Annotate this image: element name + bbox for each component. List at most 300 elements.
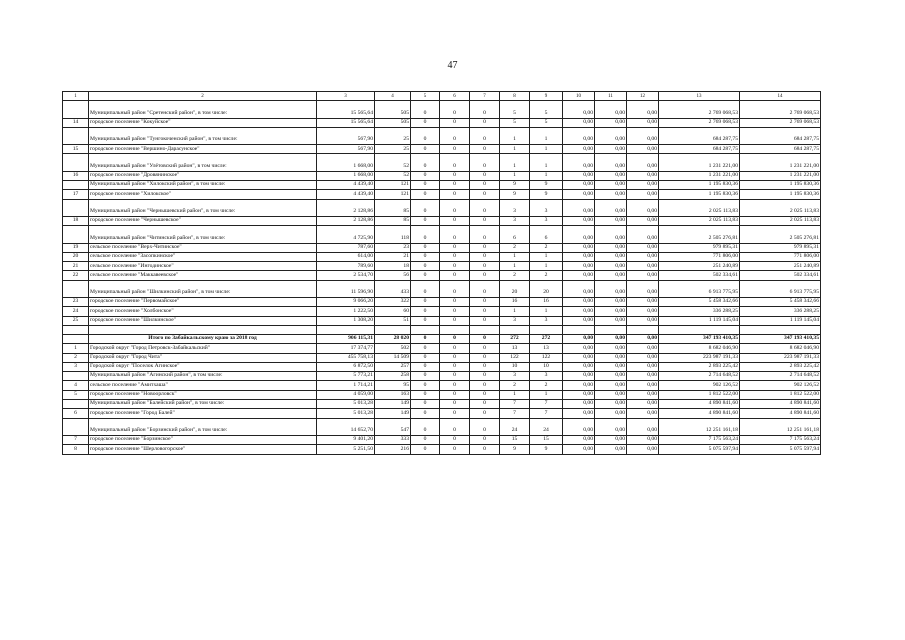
cell-col-8: 3 xyxy=(500,316,530,325)
cell-col-13: 684 287,75 xyxy=(659,136,740,145)
spacer-row xyxy=(63,154,821,163)
cell-col-3: 15 565,64 xyxy=(317,118,375,127)
cell-col-5: 0 xyxy=(411,344,440,353)
cell-col-11: 0,00 xyxy=(595,381,627,390)
cell-col-9: 1 xyxy=(530,162,563,171)
cell-col-1 xyxy=(63,199,89,208)
cell-col-1 xyxy=(63,127,89,136)
cell-col-1 xyxy=(63,101,89,110)
cell-col-6: 0 xyxy=(440,216,470,225)
cell-col-8 xyxy=(500,418,530,427)
cell-col-5: 0 xyxy=(411,271,440,280)
cell-col-5: 0 xyxy=(411,289,440,298)
cell-col-6: 0 xyxy=(440,334,470,343)
cell-col-1 xyxy=(63,280,89,289)
cell-col-4 xyxy=(375,418,411,427)
cell-col-9: 1 xyxy=(530,145,563,154)
cell-col-8: 9 xyxy=(500,190,530,199)
cell-col-13: 979 895,31 xyxy=(659,243,740,252)
cell-col-12: 0,00 xyxy=(627,298,659,307)
cell-col-3 xyxy=(317,101,375,110)
cell-col-9: 3 xyxy=(530,208,563,217)
cell-col-5: 0 xyxy=(411,208,440,217)
cell-col-5: 0 xyxy=(411,181,440,190)
cell-col-6: 0 xyxy=(440,353,470,362)
cell-col-6: 0 xyxy=(440,307,470,316)
data-table xyxy=(62,91,821,455)
cell-col-4: 322 xyxy=(375,298,411,307)
cell-col-4: 216 xyxy=(375,445,411,454)
cell-col-9: 3 xyxy=(530,316,563,325)
cell-col-10: 0,00 xyxy=(563,289,595,298)
cell-col-8: 1 xyxy=(500,162,530,171)
cell-col-10: 0,00 xyxy=(563,162,595,171)
cell-col-14 xyxy=(740,101,821,110)
cell-col-10: 0,00 xyxy=(563,362,595,371)
cell-col-9: 3 xyxy=(530,216,563,225)
cell-col-1: 4 xyxy=(63,381,89,390)
cell-col-12: 0,00 xyxy=(627,445,659,454)
cell-col-3 xyxy=(317,226,375,235)
table-row xyxy=(63,271,821,280)
cell-col-4: 51 xyxy=(375,316,411,325)
cell-col-10: 0,00 xyxy=(563,298,595,307)
cell-col-7: 0 xyxy=(470,409,500,418)
cell-col-9: 2 xyxy=(530,271,563,280)
cell-col-7: 0 xyxy=(470,162,500,171)
cell-col-1 xyxy=(63,109,89,118)
cell-col-7 xyxy=(470,199,500,208)
cell-col-5: 0 xyxy=(411,435,440,444)
cell-col-11: 0,00 xyxy=(595,162,627,171)
cell-col-8: 3 xyxy=(500,372,530,381)
table-row xyxy=(63,427,821,436)
cell-col-2: Городской округ "Город Чита" xyxy=(89,353,317,362)
cell-col-3: 1 714,21 xyxy=(317,381,375,390)
cell-col-4 xyxy=(375,226,411,235)
cell-col-13: 6 913 775,95 xyxy=(659,289,740,298)
cell-col-4: 257 xyxy=(375,362,411,371)
cell-col-6: 0 xyxy=(440,208,470,217)
cell-col-8: 3 xyxy=(500,208,530,217)
cell-col-2: городское поселение "Чернышевское" xyxy=(89,216,317,225)
cell-col-3: 455 758,13 xyxy=(317,353,375,362)
column-number-14: 14 xyxy=(740,92,821,101)
cell-col-9: 1 xyxy=(530,262,563,271)
cell-col-6 xyxy=(440,418,470,427)
cell-col-12: 0,00 xyxy=(627,216,659,225)
cell-col-2: Муниципальный район "Улётовский район", в том числе: xyxy=(89,162,317,171)
cell-col-10: 0,00 xyxy=(563,445,595,454)
cell-col-6 xyxy=(440,154,470,163)
cell-col-8: 2 xyxy=(500,381,530,390)
cell-col-3 xyxy=(317,325,375,334)
table-row xyxy=(63,136,821,145)
cell-col-11: 0,00 xyxy=(595,262,627,271)
cell-col-4: 85 xyxy=(375,216,411,225)
cell-col-11: 0,00 xyxy=(595,409,627,418)
cell-col-2: Муниципальный район "Борзинский район", в том числе: xyxy=(89,427,317,436)
cell-col-8: 2 xyxy=(500,243,530,252)
cell-col-13 xyxy=(659,418,740,427)
table-row xyxy=(63,208,821,217)
cell-col-3 xyxy=(317,199,375,208)
cell-col-2: городское поселение "Город Балей" xyxy=(89,409,317,418)
cell-col-8 xyxy=(500,127,530,136)
cell-col-12: 0,00 xyxy=(627,390,659,399)
cell-col-5: 0 xyxy=(411,427,440,436)
cell-col-3: 567,90 xyxy=(317,145,375,154)
cell-col-5: 0 xyxy=(411,372,440,381)
cell-col-8: 16 xyxy=(500,298,530,307)
cell-col-4: 52 xyxy=(375,162,411,171)
cell-col-4: 502 xyxy=(375,344,411,353)
cell-col-9: 16 xyxy=(530,298,563,307)
cell-col-4: 118 xyxy=(375,234,411,243)
column-number-11: 11 xyxy=(595,92,627,101)
cell-col-6: 0 xyxy=(440,243,470,252)
cell-col-12: 0,00 xyxy=(627,162,659,171)
cell-col-11 xyxy=(595,127,627,136)
cell-col-9: 1 xyxy=(530,136,563,145)
cell-col-12: 0,00 xyxy=(627,271,659,280)
cell-col-9 xyxy=(530,154,563,163)
cell-col-7 xyxy=(470,154,500,163)
cell-col-6: 0 xyxy=(440,289,470,298)
cell-col-13 xyxy=(659,154,740,163)
spacer-row xyxy=(63,199,821,208)
cell-col-13: 2 893 225,42 xyxy=(659,362,740,371)
cell-col-9: 13 xyxy=(530,344,563,353)
cell-col-7: 0 xyxy=(470,372,500,381)
cell-col-1: 14 xyxy=(63,118,89,127)
table-row xyxy=(63,445,821,454)
cell-col-12: 0,00 xyxy=(627,435,659,444)
column-number-3: 3 xyxy=(317,92,375,101)
cell-col-8: 7 xyxy=(500,400,530,409)
cell-col-14: 1 195 830,36 xyxy=(740,190,821,199)
cell-col-14: 347 193 410,35 xyxy=(740,334,821,343)
table-row xyxy=(63,362,821,371)
cell-col-12: 0,00 xyxy=(627,109,659,118)
cell-col-6: 0 xyxy=(440,109,470,118)
cell-col-3 xyxy=(317,418,375,427)
cell-col-14: 979 895,31 xyxy=(740,243,821,252)
cell-col-4: 56 xyxy=(375,271,411,280)
cell-col-1 xyxy=(63,325,89,334)
cell-col-13: 684 287,75 xyxy=(659,145,740,154)
cell-col-3 xyxy=(317,154,375,163)
cell-col-3: 4 439,40 xyxy=(317,181,375,190)
cell-col-1: 7 xyxy=(63,435,89,444)
spacer-row xyxy=(63,226,821,235)
spacer-row xyxy=(63,101,821,110)
column-number-1: 1 xyxy=(63,92,89,101)
cell-col-5: 0 xyxy=(411,409,440,418)
cell-col-11 xyxy=(595,154,627,163)
cell-col-3: 5 251,50 xyxy=(317,445,375,454)
column-number-8: 8 xyxy=(500,92,530,101)
cell-col-2 xyxy=(89,101,317,110)
cell-col-13: 8 682 046,90 xyxy=(659,344,740,353)
cell-col-2: Муниципальный район "Агинский район", в том числе: xyxy=(89,372,317,381)
cell-col-4: 163 xyxy=(375,390,411,399)
cell-col-14: 251 240,89 xyxy=(740,262,821,271)
cell-col-12 xyxy=(627,127,659,136)
cell-col-11: 0,00 xyxy=(595,181,627,190)
cell-col-4: 505 xyxy=(375,109,411,118)
cell-col-1 xyxy=(63,400,89,409)
cell-col-3: 1 668,00 xyxy=(317,162,375,171)
cell-col-10: 0,00 xyxy=(563,334,595,343)
cell-col-2: сельское поселение "Ингодинское" xyxy=(89,262,317,271)
cell-col-10 xyxy=(563,226,595,235)
cell-col-7: 0 xyxy=(470,445,500,454)
cell-col-10: 0,00 xyxy=(563,400,595,409)
table-row xyxy=(63,181,821,190)
cell-col-4: 23 xyxy=(375,243,411,252)
cell-col-11: 0,00 xyxy=(595,208,627,217)
cell-col-3 xyxy=(317,127,375,136)
cell-col-12: 0,00 xyxy=(627,262,659,271)
cell-col-5: 0 xyxy=(411,252,440,261)
cell-col-11 xyxy=(595,418,627,427)
cell-col-3: 787,60 xyxy=(317,243,375,252)
cell-col-14 xyxy=(740,325,821,334)
cell-col-5: 0 xyxy=(411,145,440,154)
column-number-13: 13 xyxy=(659,92,740,101)
cell-col-8: 1 xyxy=(500,171,530,180)
cell-col-12 xyxy=(627,154,659,163)
cell-col-9: 7 xyxy=(530,400,563,409)
cell-col-4: 28 020 xyxy=(375,334,411,343)
cell-col-3: 4 725,90 xyxy=(317,234,375,243)
cell-col-13: 251 240,89 xyxy=(659,262,740,271)
cell-col-14 xyxy=(740,199,821,208)
cell-col-10: 0,00 xyxy=(563,344,595,353)
cell-col-11: 0,00 xyxy=(595,307,627,316)
cell-col-13: 1 195 830,36 xyxy=(659,181,740,190)
cell-col-10 xyxy=(563,418,595,427)
cell-col-7: 0 xyxy=(470,252,500,261)
cell-col-13: 5 075 597,94 xyxy=(659,445,740,454)
cell-col-6 xyxy=(440,226,470,235)
cell-col-3: 1 668,00 xyxy=(317,171,375,180)
cell-col-4: 258 xyxy=(375,372,411,381)
cell-col-1: 24 xyxy=(63,307,89,316)
cell-col-8: 24 xyxy=(500,427,530,436)
cell-col-14: 5 458 342,66 xyxy=(740,298,821,307)
cell-col-11: 0,00 xyxy=(595,390,627,399)
cell-col-13: 2 714 648,52 xyxy=(659,372,740,381)
cell-col-8: 2 xyxy=(500,271,530,280)
cell-col-11 xyxy=(595,226,627,235)
cell-col-9: 9 xyxy=(530,190,563,199)
cell-col-12: 0,00 xyxy=(627,118,659,127)
cell-col-10: 0,00 xyxy=(563,216,595,225)
cell-col-14 xyxy=(740,280,821,289)
cell-col-8: 9 xyxy=(500,181,530,190)
cell-col-11: 0,00 xyxy=(595,109,627,118)
cell-col-1: 25 xyxy=(63,316,89,325)
cell-col-10: 0,00 xyxy=(563,427,595,436)
table-row xyxy=(63,289,821,298)
cell-col-5 xyxy=(411,325,440,334)
cell-col-3 xyxy=(317,280,375,289)
cell-col-9 xyxy=(530,418,563,427)
cell-col-1: 5 xyxy=(63,390,89,399)
cell-col-9: 272 xyxy=(530,334,563,343)
cell-col-5: 0 xyxy=(411,190,440,199)
cell-col-7: 0 xyxy=(470,316,500,325)
cell-col-14: 2 025 113,83 xyxy=(740,208,821,217)
cell-col-11: 0,00 xyxy=(595,334,627,343)
cell-col-4: 60 xyxy=(375,307,411,316)
cell-col-3: 2 534,70 xyxy=(317,271,375,280)
cell-col-2: сельское поселение "Засопкинское" xyxy=(89,252,317,261)
cell-col-12: 0,00 xyxy=(627,289,659,298)
cell-col-11: 0,00 xyxy=(595,190,627,199)
table-row xyxy=(63,390,821,399)
cell-col-14: 4 890 841,60 xyxy=(740,400,821,409)
cell-col-2: городское поселение "Шилкинское" xyxy=(89,316,317,325)
cell-col-10: 0,00 xyxy=(563,372,595,381)
cell-col-7: 0 xyxy=(470,353,500,362)
cell-col-8: 1 xyxy=(500,145,530,154)
cell-col-1 xyxy=(63,154,89,163)
cell-col-11: 0,00 xyxy=(595,362,627,371)
cell-col-14: 2 769 068,53 xyxy=(740,109,821,118)
cell-col-11: 0,00 xyxy=(595,145,627,154)
cell-col-9: 122 xyxy=(530,353,563,362)
cell-col-2: городское поселение "Первомайское" xyxy=(89,298,317,307)
cell-col-8: 9 xyxy=(500,445,530,454)
cell-col-12: 0,00 xyxy=(627,316,659,325)
cell-col-4: 25 xyxy=(375,136,411,145)
cell-col-7: 0 xyxy=(470,234,500,243)
cell-col-9: 2 xyxy=(530,381,563,390)
cell-col-8 xyxy=(500,325,530,334)
cell-col-10: 0,00 xyxy=(563,109,595,118)
cell-col-12: 0,00 xyxy=(627,362,659,371)
cell-col-5: 0 xyxy=(411,216,440,225)
cell-col-9: 20 xyxy=(530,289,563,298)
cell-col-10: 0,00 xyxy=(563,208,595,217)
cell-col-12 xyxy=(627,280,659,289)
table-row xyxy=(63,216,821,225)
cell-col-11: 0,00 xyxy=(595,136,627,145)
cell-col-9: 1 xyxy=(530,171,563,180)
cell-col-11: 0,00 xyxy=(595,298,627,307)
cell-col-1: 23 xyxy=(63,298,89,307)
cell-col-13: 5 458 342,66 xyxy=(659,298,740,307)
cell-col-13 xyxy=(659,101,740,110)
column-number-2: 2 xyxy=(89,92,317,101)
cell-col-9 xyxy=(530,127,563,136)
cell-col-3: 6 872,50 xyxy=(317,362,375,371)
cell-col-4: 547 xyxy=(375,427,411,436)
cell-col-6: 0 xyxy=(440,145,470,154)
cell-col-1: 3 xyxy=(63,362,89,371)
cell-col-1: 2 xyxy=(63,353,89,362)
cell-col-8: 3 xyxy=(500,216,530,225)
cell-col-6: 0 xyxy=(440,171,470,180)
cell-col-4: 505 xyxy=(375,118,411,127)
cell-col-10 xyxy=(563,325,595,334)
cell-col-6 xyxy=(440,325,470,334)
cell-col-11: 0,00 xyxy=(595,353,627,362)
cell-col-2: Муниципальный район "Читинский район", в том числе: xyxy=(89,234,317,243)
cell-col-14: 502 334,61 xyxy=(740,271,821,280)
cell-col-2: сельское поселение "Верх-Читинское" xyxy=(89,243,317,252)
cell-col-6: 0 xyxy=(440,190,470,199)
cell-col-6: 0 xyxy=(440,162,470,171)
column-number-4: 4 xyxy=(375,92,411,101)
column-number-10: 10 xyxy=(563,92,595,101)
cell-col-9 xyxy=(530,280,563,289)
cell-col-10: 0,00 xyxy=(563,190,595,199)
cell-col-9: 5 xyxy=(530,118,563,127)
cell-col-9: 6 xyxy=(530,234,563,243)
cell-col-10: 0,00 xyxy=(563,262,595,271)
cell-col-14: 6 913 775,95 xyxy=(740,289,821,298)
cell-col-14: 902 126,52 xyxy=(740,381,821,390)
cell-col-4: 121 xyxy=(375,190,411,199)
cell-col-1 xyxy=(63,181,89,190)
cell-col-12 xyxy=(627,226,659,235)
cell-col-3: 9 401,20 xyxy=(317,435,375,444)
table-row xyxy=(63,381,821,390)
cell-col-1 xyxy=(63,234,89,243)
cell-col-3: 1 308,20 xyxy=(317,316,375,325)
cell-col-6: 0 xyxy=(440,362,470,371)
table-row xyxy=(63,400,821,409)
cell-col-11: 0,00 xyxy=(595,118,627,127)
cell-col-7: 0 xyxy=(470,190,500,199)
cell-col-12 xyxy=(627,199,659,208)
cell-col-4: 333 xyxy=(375,435,411,444)
cell-col-7: 0 xyxy=(470,298,500,307)
cell-col-6 xyxy=(440,127,470,136)
cell-col-13: 2 025 113,83 xyxy=(659,216,740,225)
cell-col-2: городское поселение "Борзинское" xyxy=(89,435,317,444)
cell-col-1: 18 xyxy=(63,216,89,225)
cell-col-9: 24 xyxy=(530,427,563,436)
cell-col-8 xyxy=(500,199,530,208)
cell-col-7: 0 xyxy=(470,109,500,118)
cell-col-14: 771 806,00 xyxy=(740,252,821,261)
cell-col-13: 1 231 221,00 xyxy=(659,171,740,180)
cell-col-1 xyxy=(63,226,89,235)
cell-col-8: 122 xyxy=(500,353,530,362)
cell-col-9: 1 xyxy=(530,390,563,399)
cell-col-7: 0 xyxy=(470,334,500,343)
cell-col-1: 21 xyxy=(63,262,89,271)
cell-col-5: 0 xyxy=(411,334,440,343)
cell-col-5 xyxy=(411,226,440,235)
cell-col-12: 0,00 xyxy=(627,252,659,261)
cell-col-5: 0 xyxy=(411,162,440,171)
column-number-7: 7 xyxy=(470,92,500,101)
cell-col-12: 0,00 xyxy=(627,334,659,343)
cell-col-6: 0 xyxy=(440,409,470,418)
cell-col-5: 0 xyxy=(411,234,440,243)
cell-col-8: 1 xyxy=(500,252,530,261)
cell-col-8 xyxy=(500,101,530,110)
cell-col-4: 14 509 xyxy=(375,353,411,362)
cell-col-10: 0,00 xyxy=(563,234,595,243)
cell-col-5: 0 xyxy=(411,400,440,409)
